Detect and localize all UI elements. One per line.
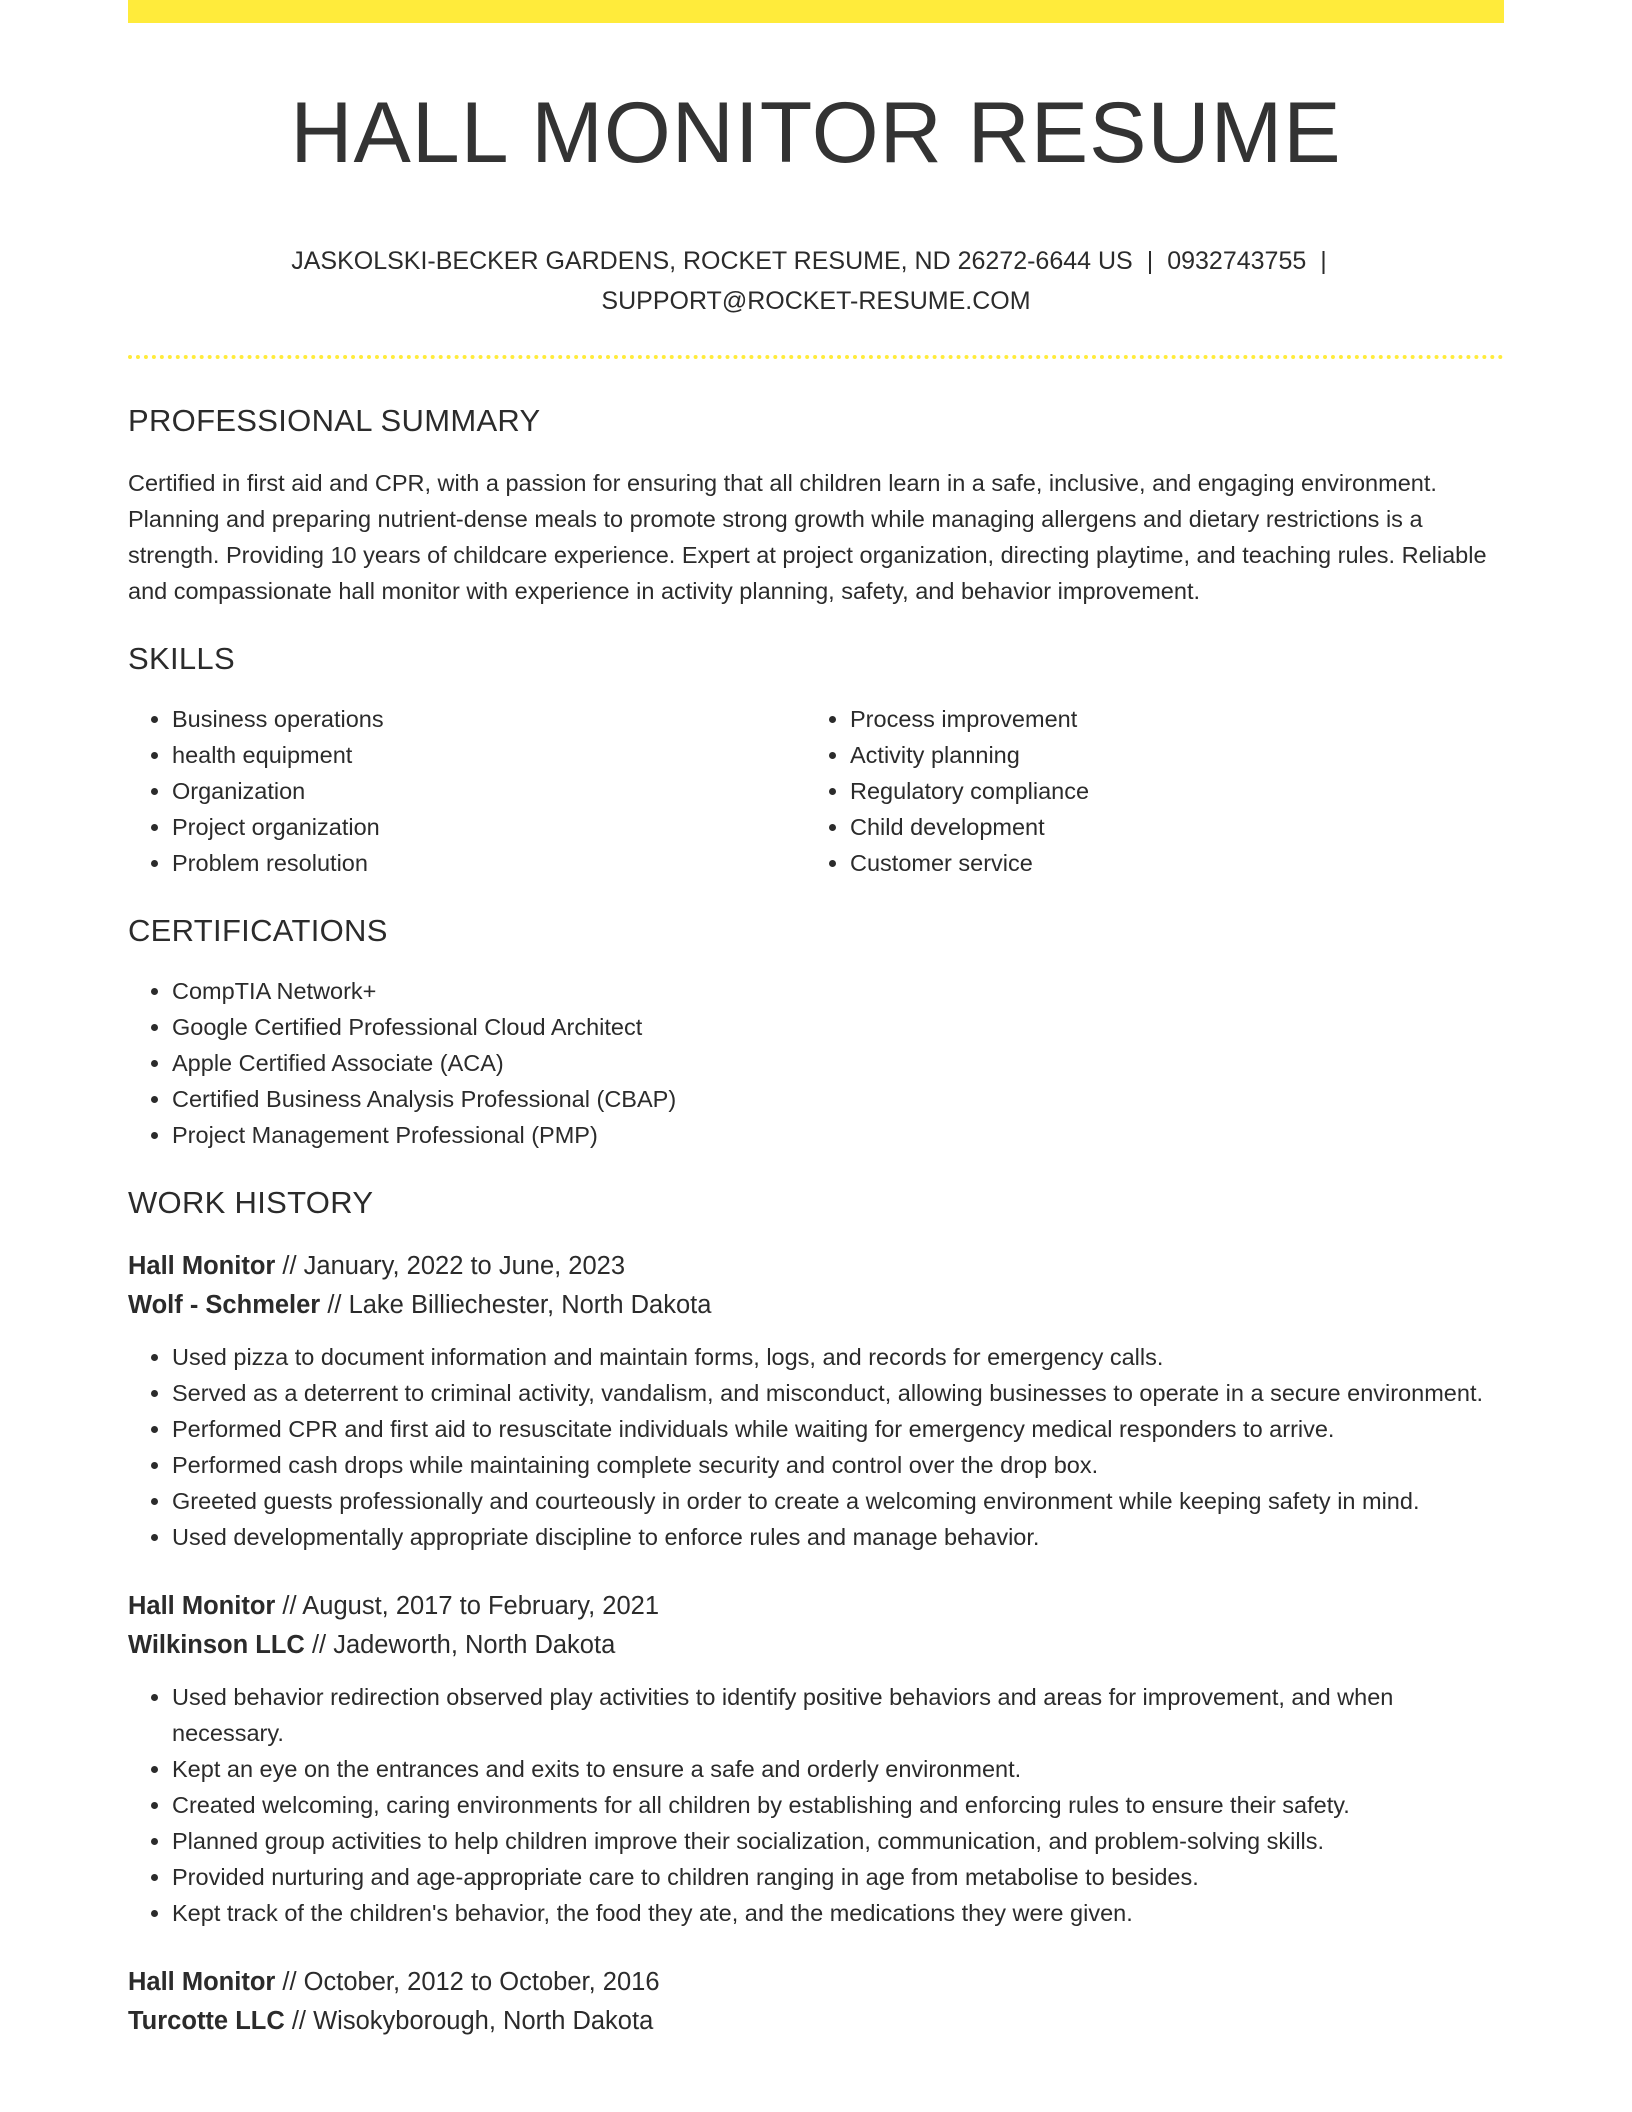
certification-item: • Google Certified Professional Cloud Architect xyxy=(172,1009,1504,1045)
job-role: Hall Monitor xyxy=(128,1592,276,1620)
contact-address: JASKOLSKI-BECKER GARDENS, ROCKET RESUME, ND 26272-6644 US xyxy=(291,247,1133,275)
job-location: // Jadeworth, North Dakota xyxy=(304,1631,616,1659)
contact-phone: 0932743755 xyxy=(1167,247,1307,275)
job-title-line xyxy=(128,1587,1504,1626)
job-duty: • Created welcoming, caring environments for all children by establishing and enforcing rules to ensure their safety. xyxy=(172,1787,1504,1823)
work-history-heading: WORK HISTORY xyxy=(128,1185,374,1220)
job-duty: • Used behavior redirection observed play activities to identify positive behaviors and areas for improvement, and when necessary. xyxy=(172,1679,1504,1751)
resume-page xyxy=(128,0,1504,2041)
job-company-line xyxy=(128,2002,1504,2041)
job-dates: // October, 2012 to October, 2016 xyxy=(275,1968,660,1996)
contact-email: SUPPORT@ROCKET-RESUME.COM xyxy=(601,287,1031,315)
job-location: // Wisokyborough, North Dakota xyxy=(284,2007,654,2035)
job-entry xyxy=(128,1587,1504,1931)
job-duty: • Greeted guests professionally and courteously in order to create a welcoming environment while keeping safety in mind. xyxy=(172,1483,1504,1519)
skill-item: • Activity planning xyxy=(850,737,1484,773)
job-company-line xyxy=(128,1626,1504,1665)
certification-item: • Project Management Professional (PMP) xyxy=(172,1117,1504,1153)
summary-text: Certified in first aid and CPR, with a passion for ensuring that all children learn in a safe, inclusive, and engaging environment. Planning and preparing nutrient-dense meals to promote strong growth while managing allergens and dietary restrictions is a strength. Providing 10 years of childcare experience. Expert at project organization, directing playtime, and teaching rules. Reliable and compassionate hall monitor with experience in activity planning, safety, and behavior improvement. xyxy=(128,470,1487,604)
certifications-heading: CERTIFICATIONS xyxy=(128,913,388,948)
skill-item: • Problem resolution xyxy=(172,845,806,881)
job-dates: // August, 2017 to February, 2021 xyxy=(275,1592,660,1620)
dotted-divider xyxy=(128,355,1504,359)
job-duty: • Kept track of the children's behavior, the food they ate, and the medications they were given. xyxy=(172,1895,1504,1931)
job-duty: • Served as a deterrent to criminal activity, vandalism, and misconduct, allowing businesses to operate in a secure environment. xyxy=(172,1375,1504,1411)
accent-top-bar xyxy=(128,0,1504,23)
job-title-line xyxy=(128,1963,1504,2002)
job-duty: • Performed CPR and first aid to resuscitate individuals while waiting for emergency medical responders to arrive. xyxy=(172,1411,1504,1447)
resume-title: HALL MONITOR RESUME xyxy=(290,85,1342,181)
job-location: // Lake Billiechester, North Dakota xyxy=(320,1291,712,1319)
skill-item: • health equipment xyxy=(172,737,806,773)
job-company-line xyxy=(128,1286,1504,1325)
job-role: Hall Monitor xyxy=(128,1968,276,1996)
job-duty: • Kept an eye on the entrances and exits to ensure a safe and orderly environment. xyxy=(172,1751,1504,1787)
skill-item: • Business operations xyxy=(172,701,806,737)
job-company: Wilkinson LLC xyxy=(128,1631,305,1659)
skill-item: • Child development xyxy=(850,809,1484,845)
job-entry xyxy=(128,1247,1504,1555)
skills-heading: SKILLS xyxy=(128,641,235,676)
certification-item: • Apple Certified Associate (ACA) xyxy=(172,1045,1504,1081)
job-duty: • Performed cash drops while maintaining complete security and control over the drop box. xyxy=(172,1447,1504,1483)
job-company: Wolf - Schmeler xyxy=(128,1291,321,1319)
job-role: Hall Monitor xyxy=(128,1252,276,1280)
job-title-line xyxy=(128,1247,1504,1286)
skill-item: • Regulatory compliance xyxy=(850,773,1484,809)
skills-column-right xyxy=(806,701,1484,881)
job-company: Turcotte LLC xyxy=(128,2007,285,2035)
job-entry xyxy=(128,1963,1504,2041)
job-duty: • Used developmentally appropriate discipline to enforce rules and manage behavior. xyxy=(172,1519,1504,1555)
job-duty: • Provided nurturing and age-appropriate care to children ranging in age from metabolise to besides. xyxy=(172,1859,1504,1895)
contact-info xyxy=(266,241,1366,321)
job-duty: • Used pizza to document information and maintain forms, logs, and records for emergency calls. xyxy=(172,1339,1504,1375)
summary-heading: PROFESSIONAL SUMMARY xyxy=(128,403,541,438)
skills-column-left xyxy=(128,701,806,881)
job-duties-list xyxy=(128,1679,1504,1931)
skill-item: • Process improvement xyxy=(850,701,1484,737)
job-duties-list xyxy=(128,1339,1504,1555)
skill-item: • Organization xyxy=(172,773,806,809)
contact-separator: | xyxy=(1320,247,1327,275)
certification-item: • CompTIA Network+ xyxy=(172,973,1504,1009)
skill-item: • Project organization xyxy=(172,809,806,845)
skill-item: • Customer service xyxy=(850,845,1484,881)
contact-separator: | xyxy=(1146,247,1154,275)
certification-item: • Certified Business Analysis Professional (CBAP) xyxy=(172,1081,1504,1117)
job-dates: // January, 2022 to June, 2023 xyxy=(275,1252,626,1280)
skills-list xyxy=(128,701,1504,881)
job-duty: • Planned group activities to help children improve their socialization, communication, and problem-solving skills. xyxy=(172,1823,1504,1859)
certifications-list xyxy=(128,973,1504,1153)
